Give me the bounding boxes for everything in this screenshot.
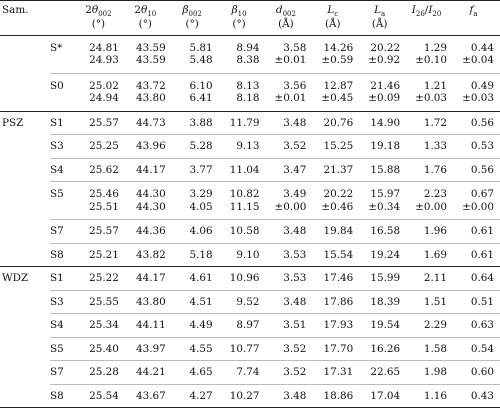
table-cell: 17.86 (312, 290, 359, 313)
table-cell: 21.46 (359, 73, 406, 92)
group-label (0, 384, 50, 407)
table-cell: 24.93 (89, 54, 119, 67)
table-cell: 44.73 (125, 111, 172, 134)
sample-id: S5 (50, 182, 78, 201)
table-cell: ±0.01 (274, 54, 307, 67)
header-sam: Sam. (0, 1, 50, 36)
table-cell: 44.30 (136, 200, 166, 213)
table-cell: ±0.01 (274, 92, 307, 105)
group-label (0, 135, 50, 158)
table-cell: ±0.45 (321, 92, 354, 105)
table-cell: 3.48 (266, 290, 313, 313)
table-cell: 19.24 (359, 243, 406, 266)
table-cell: 17.93 (312, 314, 359, 337)
table-cell: 8.38 (236, 54, 260, 67)
header-2theta10: $2\theta_{10}$ (°) (125, 1, 172, 36)
table-cell: 17.31 (312, 361, 359, 384)
table-cell: 9.10 (219, 243, 266, 266)
table-cell: 9.52 (219, 290, 266, 313)
header-Lc: $L_c$ (Å) (312, 1, 359, 36)
table-cell: 3.52 (266, 361, 313, 384)
table-cell: 3.88 (172, 111, 219, 134)
table-cell: 19.54 (359, 314, 406, 337)
table-cell: 0.60 (453, 361, 500, 384)
table-cell: 14.90 (359, 111, 406, 134)
header-beta002: $\beta_{002}$ (°) (172, 1, 219, 36)
table-row (0, 384, 500, 407)
group-label (0, 243, 50, 266)
table-cell: 2.29 (406, 314, 453, 337)
header-La: $L_a$ (Å) (359, 1, 406, 36)
table-cell: 43.59 (136, 54, 166, 67)
table-cell: 3.49 (266, 182, 313, 201)
table-cell: 3.48 (266, 384, 313, 407)
table-cell: 0.43 (453, 384, 500, 407)
table-row (0, 54, 500, 73)
table-cell: 6.10 (172, 73, 219, 92)
table-cell: 15.54 (312, 243, 359, 266)
table-cell: 25.02 (78, 73, 125, 92)
table-cell: 4.49 (172, 314, 219, 337)
table-row (0, 267, 500, 290)
table-cell: 0.44 (470, 41, 494, 54)
table-cell: 0.56 (453, 158, 500, 181)
sample-id: S5 (50, 337, 78, 360)
header-I26-I20: $I_{26}/I_{20}$ (406, 1, 453, 36)
table-cell: 18.39 (359, 290, 406, 313)
table-cell: 4.06 (172, 220, 219, 243)
group-label (0, 182, 50, 201)
table-cell: 21.37 (312, 158, 359, 181)
group-label-empty (0, 92, 50, 111)
sample-id: S1 (50, 111, 78, 134)
table-cell: 1.76 (406, 158, 453, 181)
header-d002: $d_{002}$ (Å) (266, 1, 313, 36)
table-cell: ±0.10 (415, 54, 447, 67)
table-cell: 8.13 (219, 73, 266, 92)
table-cell: 25.40 (78, 337, 125, 360)
table-row (0, 35, 500, 54)
table-cell: 4.61 (172, 267, 219, 290)
sample-id: S0 (50, 73, 78, 92)
table-cell: 16.26 (359, 337, 406, 360)
table-cell: 3.52 (266, 337, 313, 360)
group-label-empty (0, 54, 50, 73)
group-label (0, 220, 50, 243)
header-beta10: $\beta_{10}$ (°) (219, 1, 266, 36)
table-cell: ±0.03 (415, 92, 447, 105)
table-cell: 1.69 (406, 243, 453, 266)
table-row (0, 243, 500, 266)
table-cell: 10.58 (219, 220, 266, 243)
table-cell: 19.84 (312, 220, 359, 243)
sample-id: S8 (50, 243, 78, 266)
table-cell: ±0.04 (462, 54, 494, 67)
table-cell: 4.27 (172, 384, 219, 407)
table-cell: 43.80 (136, 92, 166, 105)
sample-id: S3 (50, 290, 78, 313)
table-cell: 11.79 (219, 111, 266, 134)
table-cell: 10.82 (219, 182, 266, 201)
table-cell: 15.99 (359, 267, 406, 290)
table-cell: ±0.00 (415, 200, 447, 213)
table-cell: 15.25 (312, 135, 359, 158)
table-cell: 20.76 (312, 111, 359, 134)
table-cell: 5.81 (189, 41, 213, 54)
table-cell: 25.28 (78, 361, 125, 384)
table-cell: 44.36 (125, 220, 172, 243)
table-cell: 25.62 (78, 158, 125, 181)
table-cell: 3.47 (266, 158, 313, 181)
table-cell: 0.67 (453, 182, 500, 201)
table-cell: 20.22 (312, 182, 359, 201)
sample-id: S7 (50, 220, 78, 243)
table-cell: 3.48 (266, 111, 313, 134)
table-cell: 0.61 (453, 243, 500, 266)
table-cell: 44.11 (125, 314, 172, 337)
table-cell: 5.48 (189, 54, 213, 67)
table-row (0, 290, 500, 313)
table-cell: 8.18 (236, 92, 260, 105)
table-cell: 11.15 (229, 200, 260, 213)
group-label: PSZ (0, 111, 50, 134)
table-cell: ±0.34 (368, 200, 401, 213)
table-cell: 43.59 (136, 41, 166, 54)
table-cell: 44.30 (125, 182, 172, 201)
table-cell: 1.33 (406, 135, 453, 158)
table-cell: 10.77 (219, 337, 266, 360)
table-cell: ±0.00 (462, 200, 494, 213)
table-cell: 43.67 (125, 384, 172, 407)
table-cell: 8.94 (236, 41, 260, 54)
table-cell: 25.57 (78, 220, 125, 243)
table-cell: 3.53 (266, 267, 313, 290)
table-cell: 0.56 (453, 111, 500, 134)
sample-id: S* (50, 41, 63, 54)
table-cell: 24.81 (89, 41, 119, 54)
table-cell: 3.53 (266, 243, 313, 266)
group-label (0, 290, 50, 313)
table-cell: 17.04 (359, 384, 406, 407)
table-cell: 1.98 (406, 361, 453, 384)
group-label (0, 158, 50, 181)
table-cell: 19.18 (359, 135, 406, 158)
table-cell: 15.88 (359, 158, 406, 181)
table-cell: ±0.59 (321, 54, 354, 67)
group-label (0, 35, 50, 54)
table-cell: 8.97 (219, 314, 266, 337)
table-cell: 1.96 (406, 220, 453, 243)
table-cell: ±0.09 (368, 92, 401, 105)
table-cell: 24.94 (89, 92, 119, 105)
table-cell: 4.65 (172, 361, 219, 384)
header-2theta002: $2\theta_{002}$ (°) (78, 1, 125, 36)
header-fa: $f_a$ (453, 1, 500, 36)
table-cell: 9.13 (219, 135, 266, 158)
table-cell: 17.70 (312, 337, 359, 360)
table-cell: 43.72 (125, 73, 172, 92)
table-cell: 25.57 (78, 111, 125, 134)
table-cell: 4.55 (172, 337, 219, 360)
table-cell: 5.18 (172, 243, 219, 266)
table-row (0, 182, 500, 201)
table-cell: 18.86 (312, 384, 359, 407)
table-cell: 20.22 (370, 41, 401, 54)
table-cell: 25.21 (78, 243, 125, 266)
table-cell: 4.51 (172, 290, 219, 313)
table-cell: 1.58 (406, 337, 453, 360)
table-cell: ±0.03 (462, 92, 494, 105)
table-cell: 11.04 (219, 158, 266, 181)
table-cell: 16.58 (359, 220, 406, 243)
table-cell: 44.21 (125, 361, 172, 384)
table-cell: 25.54 (78, 384, 125, 407)
table-cell: 12.87 (312, 73, 359, 92)
sample-id: S7 (50, 361, 78, 384)
group-label (0, 337, 50, 360)
sample-id-empty (50, 201, 78, 220)
table-row (0, 135, 500, 158)
table-cell: 43.80 (125, 290, 172, 313)
table-cell: 0.63 (453, 314, 500, 337)
table-cell: 3.58 (283, 41, 307, 54)
table-cell: 10.27 (219, 384, 266, 407)
table-cell: 0.61 (453, 220, 500, 243)
group-label: WDZ (0, 267, 50, 290)
table-cell: 3.52 (266, 135, 313, 158)
table-cell: 17.46 (312, 267, 359, 290)
sample-id: S1 (50, 267, 78, 290)
table-cell: 44.17 (125, 158, 172, 181)
table-row (0, 220, 500, 243)
table-cell: 43.82 (125, 243, 172, 266)
table-cell: 15.97 (359, 182, 406, 201)
table-row (0, 111, 500, 134)
table-cell: ±0.00 (274, 200, 307, 213)
table-cell: 25.46 (78, 182, 125, 201)
group-label-empty (0, 201, 50, 220)
table-cell: 3.56 (266, 73, 313, 92)
table-cell: 25.55 (78, 290, 125, 313)
table-row (0, 158, 500, 181)
sample-id: S4 (50, 314, 78, 337)
table-cell: 3.51 (266, 314, 313, 337)
table-row (0, 314, 500, 337)
table-cell: 10.96 (219, 267, 266, 290)
table-row (0, 92, 500, 111)
table-cell: 0.49 (453, 73, 500, 92)
table-cell: 4.05 (189, 200, 213, 213)
table-cell: 1.21 (406, 73, 453, 92)
table-cell: 22.65 (359, 361, 406, 384)
table-row (0, 361, 500, 384)
table-cell: 1.29 (423, 41, 447, 54)
table-cell: 2.11 (406, 267, 453, 290)
table-cell: 0.53 (453, 135, 500, 158)
table-cell: 25.34 (78, 314, 125, 337)
table-row (0, 201, 500, 220)
table-cell: 25.51 (89, 200, 119, 213)
table-cell: 5.28 (172, 135, 219, 158)
table-cell: 3.29 (172, 182, 219, 201)
table-cell: ±0.92 (368, 54, 401, 67)
table-cell: 25.25 (78, 135, 125, 158)
table-body (0, 35, 500, 407)
header-spacer (50, 1, 78, 36)
group-label (0, 73, 50, 92)
table-cell: 1.51 (406, 290, 453, 313)
table-cell: 3.48 (266, 220, 313, 243)
table-cell: 6.41 (189, 92, 213, 105)
table-cell: 25.22 (78, 267, 125, 290)
table-cell: 1.72 (406, 111, 453, 134)
table-cell: 0.54 (453, 337, 500, 360)
group-label (0, 361, 50, 384)
sample-id: S3 (50, 135, 78, 158)
table-cell: 3.77 (172, 158, 219, 181)
table-cell: 0.51 (453, 290, 500, 313)
sample-id: S8 (50, 384, 78, 407)
table-row (0, 337, 500, 360)
table-cell: 44.17 (125, 267, 172, 290)
table-cell: 1.16 (406, 384, 453, 407)
table-cell: 0.64 (453, 267, 500, 290)
table-cell: ±0.46 (321, 200, 354, 213)
header-row (0, 1, 500, 36)
table-cell: 14.26 (323, 41, 354, 54)
table-cell: 2.23 (406, 182, 453, 201)
sample-id-empty (50, 92, 78, 111)
table-cell: 7.74 (219, 361, 266, 384)
table-cell: 43.96 (125, 135, 172, 158)
sample-id: S4 (50, 158, 78, 181)
group-label (0, 314, 50, 337)
table-cell: 43.97 (125, 337, 172, 360)
table-row (0, 73, 500, 92)
sample-id-empty (50, 54, 78, 73)
